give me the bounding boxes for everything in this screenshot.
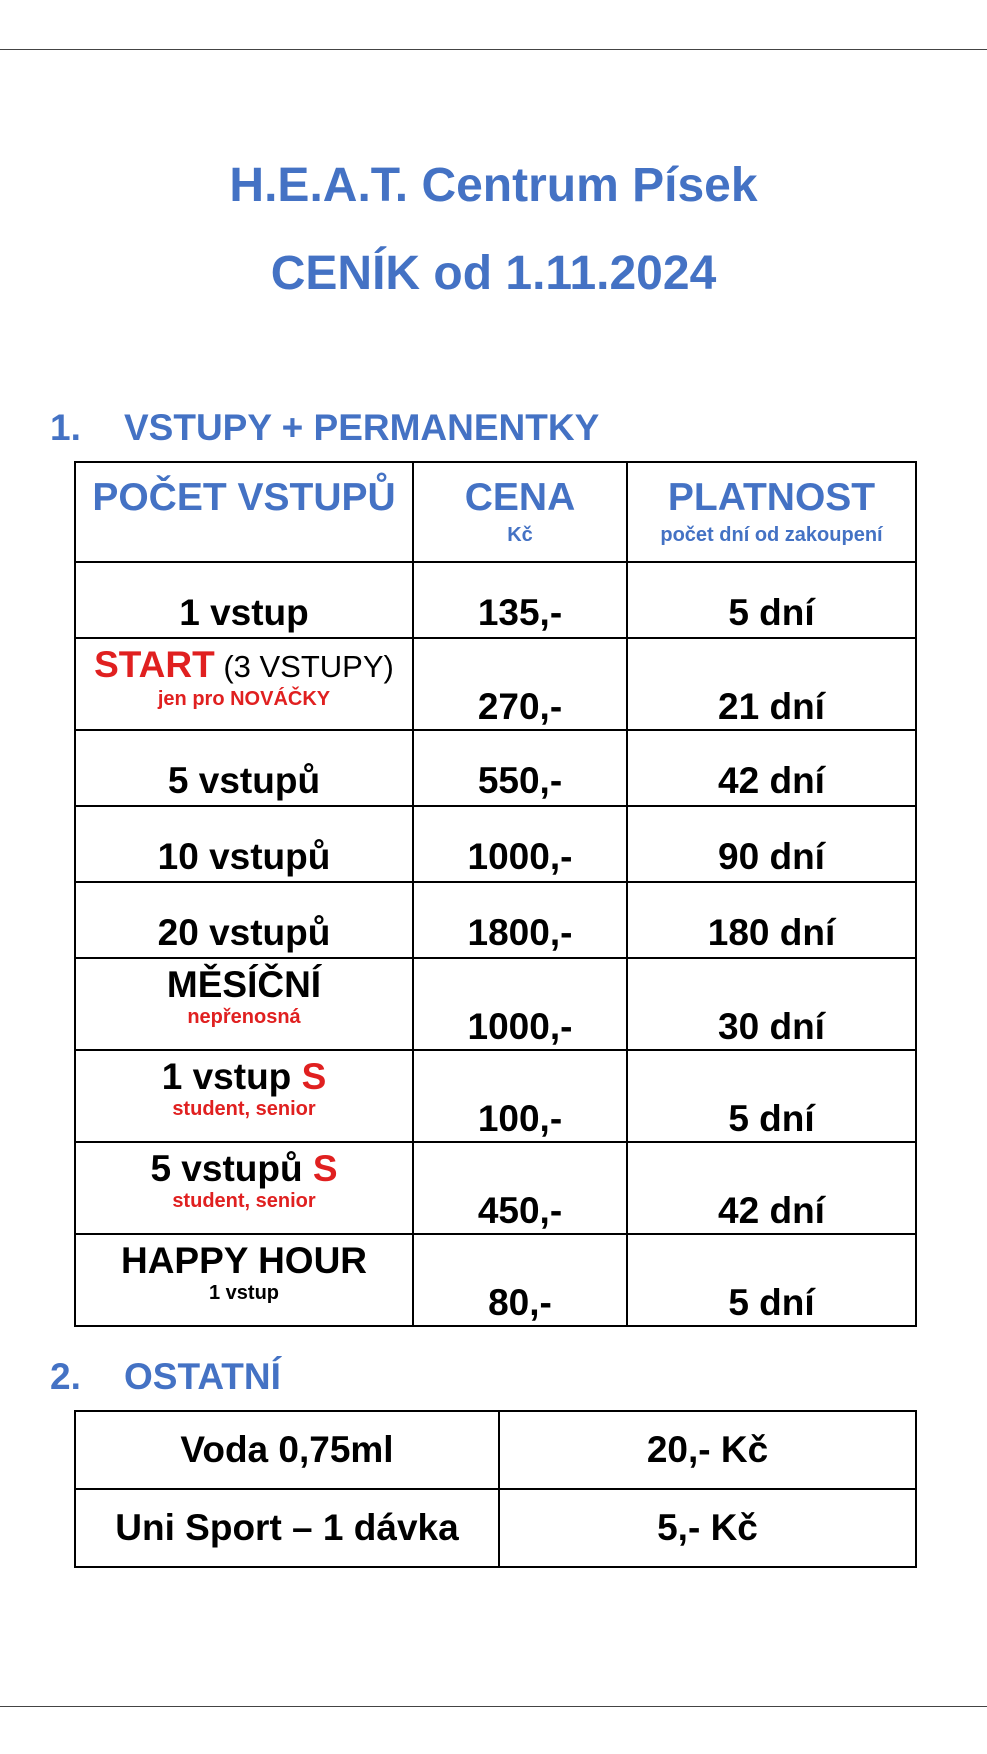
column-header-validity-label: PLATNOST xyxy=(667,476,876,519)
entry-price: 450,- xyxy=(413,1142,627,1234)
table-row xyxy=(75,806,916,882)
entry-name-mark: S xyxy=(312,1148,338,1189)
entries-price-table xyxy=(74,461,917,1327)
entry-validity: 30 dní xyxy=(627,958,916,1050)
entry-price: 80,- xyxy=(413,1234,627,1326)
section-heading-entries xyxy=(50,406,599,450)
entry-name-mark: S xyxy=(301,1056,327,1097)
table-row xyxy=(75,882,916,958)
table-row xyxy=(75,562,916,638)
item-name: Voda 0,75ml xyxy=(75,1411,499,1489)
entry-price: 100,- xyxy=(413,1050,627,1142)
table-row xyxy=(75,1050,916,1142)
entry-name-suffix: (3 VSTUPY) xyxy=(214,649,394,684)
entry-name xyxy=(76,1149,412,1189)
entry-name-cell xyxy=(75,1050,413,1142)
entry-name: MĚSÍČNÍ xyxy=(166,964,322,1005)
entry-price: 1000,- xyxy=(413,958,627,1050)
entry-price: 1800,- xyxy=(413,882,627,958)
bottom-rule xyxy=(0,1706,987,1707)
entry-name-text: 1 vstup xyxy=(161,1056,302,1097)
table-row xyxy=(75,1142,916,1234)
entry-note: jen pro NOVÁČKY xyxy=(157,688,331,710)
entry-name-cell xyxy=(75,958,413,1050)
item-price: 20,- Kč xyxy=(499,1411,916,1489)
entry-name: HAPPY HOUR xyxy=(120,1240,368,1281)
page-subtitle: CENÍK od 1.11.2024 xyxy=(270,247,717,300)
entry-name-highlight: START xyxy=(94,644,215,685)
entry-name xyxy=(76,1057,412,1097)
entry-price: 135,- xyxy=(413,562,627,638)
entry-validity: 5 dní xyxy=(627,1234,916,1326)
item-name: Uni Sport – 1 dávka xyxy=(75,1489,499,1567)
other-price-table xyxy=(74,1410,917,1568)
table-row xyxy=(75,1489,916,1567)
entry-note: student, senior xyxy=(172,1098,316,1120)
column-header-count-label: POČET VSTUPŮ xyxy=(92,476,396,519)
entry-name: 20 vstupů xyxy=(75,882,413,958)
section-number: 2. xyxy=(50,1356,81,1397)
entry-price: 1000,- xyxy=(413,806,627,882)
column-header-price xyxy=(413,462,627,562)
table-row xyxy=(75,1411,916,1489)
entry-price: 550,- xyxy=(413,730,627,806)
table-row xyxy=(75,1234,916,1326)
entry-name xyxy=(76,645,412,687)
entry-name-text: 5 vstupů xyxy=(150,1148,313,1189)
section-title: VSTUPY + PERMANENTKY xyxy=(124,407,600,448)
table-row xyxy=(75,638,916,730)
column-header-price-label: CENA xyxy=(464,476,576,519)
section-heading-other xyxy=(50,1355,281,1399)
entry-note: student, senior xyxy=(172,1190,316,1212)
entry-validity: 42 dní xyxy=(627,730,916,806)
entry-validity: 42 dní xyxy=(627,1142,916,1234)
table-row xyxy=(75,730,916,806)
column-header-validity-note: počet dní od zakoupení xyxy=(660,524,883,546)
entry-note: nepřenosná xyxy=(187,1006,301,1028)
top-rule xyxy=(0,49,987,50)
entry-name: 5 vstupů xyxy=(75,730,413,806)
entry-price: 270,- xyxy=(413,638,627,730)
entry-name-cell xyxy=(75,638,413,730)
table-row xyxy=(75,958,916,1050)
entry-note: 1 vstup xyxy=(208,1282,280,1304)
table-header-row xyxy=(75,462,916,562)
column-header-price-unit: Kč xyxy=(507,524,533,546)
section-title: OSTATNÍ xyxy=(124,1356,281,1397)
item-price: 5,- Kč xyxy=(499,1489,916,1567)
entry-name-cell xyxy=(75,1142,413,1234)
entry-validity: 180 dní xyxy=(627,882,916,958)
column-header-validity xyxy=(627,462,916,562)
entry-validity: 21 dní xyxy=(627,638,916,730)
entry-name: 10 vstupů xyxy=(75,806,413,882)
entry-validity: 90 dní xyxy=(627,806,916,882)
entry-validity: 5 dní xyxy=(627,1050,916,1142)
column-header-count xyxy=(75,462,413,562)
entry-validity: 5 dní xyxy=(627,562,916,638)
entry-name: 1 vstup xyxy=(75,562,413,638)
page-title: H.E.A.T. Centrum Písek xyxy=(229,159,758,212)
entry-name-cell xyxy=(75,1234,413,1326)
section-number: 1. xyxy=(50,407,81,448)
